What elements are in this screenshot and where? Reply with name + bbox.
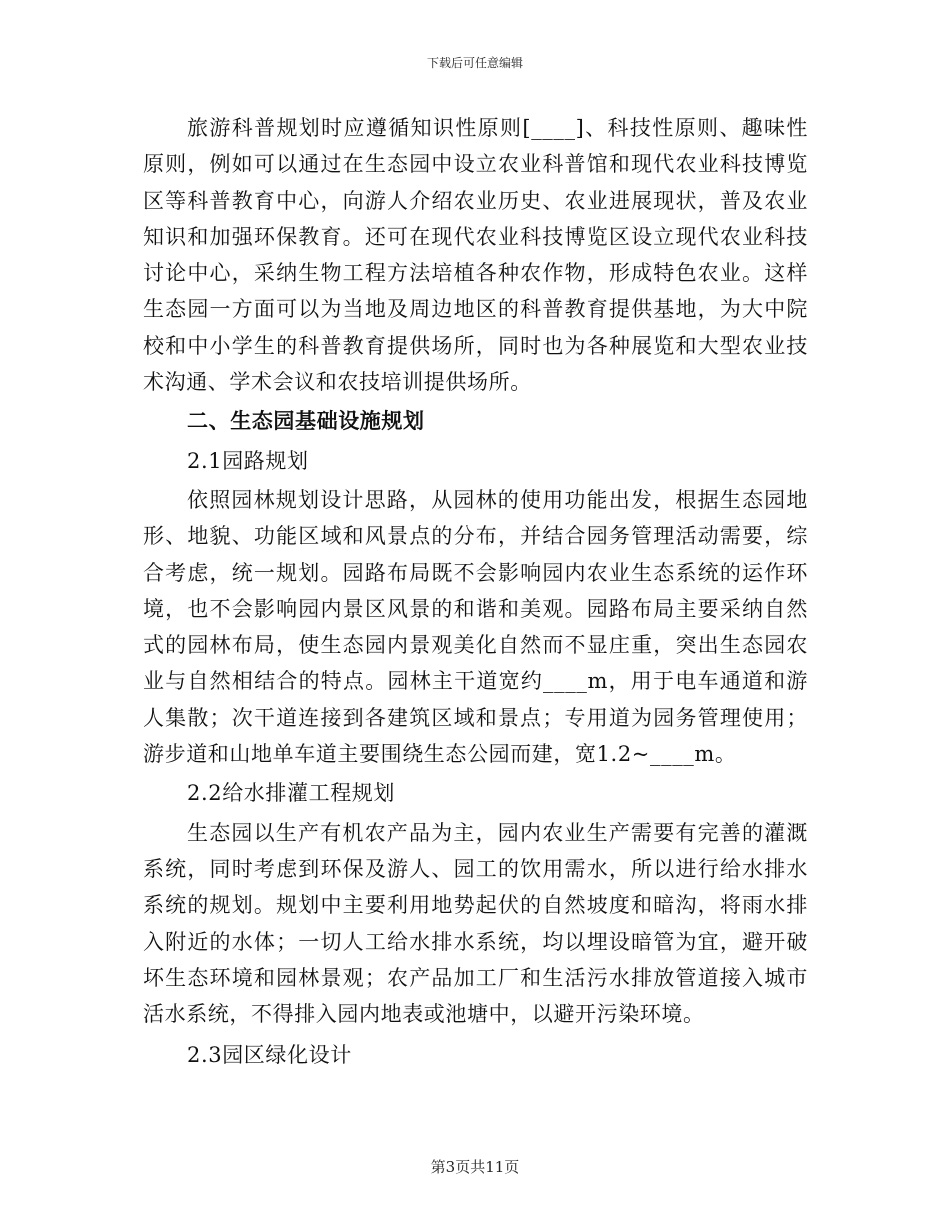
- subheading-road-planning: 2.1园路规划: [187, 448, 309, 473]
- paragraph-water-planning: 生态园以生产有机农产品为主，园内农业生产需要有完善的灌溉系统，同时考虑到环保及游人、园工的饮用需水，所以进行给水排水系统的规划。规划中主要利用地势起伏的自然坡度和暗沟，将雨水排入附近的水体；一切人工给水排水系统，均以埋设暗管为宜，避开破坏生态环境和园林景观；农产品加工厂和生活污水排放管道接入城市活水系统，不得排入园内地表或池塘中，以避开污染环境。: [143, 820, 808, 1027]
- section-heading-infrastructure: 二、生态园基础设施规划: [187, 408, 425, 434]
- document-body: [143, 110, 808, 1074]
- page-header: 下载后可任意编辑: [426, 56, 523, 70]
- paragraph-science-planning: 旅游科普规划时应遵循知识性原则[____]、科技性原则、趣味性原则，例如可以通过在生态园中设立农业科普馆和现代农业科技博览区等科普教育中心，向游人介绍农业历史、农业进展现状，普及农业知识和加强环保教育。还可在现代农业科技博览区设立现代农业科技讨论中心，采纳生物工程方法培植各种农作物，形成特色农业。这样生态园一方面可以为当地及周边地区的科普教育提供基地，为大中院校和中小学生的科普教育提供场所，同时也为各种展览和大型农业技术沟通、学术会议和农技培训提供场所。: [143, 116, 808, 395]
- subheading-greening-design: 2.3园区绿化设计: [187, 1043, 352, 1068]
- subheading-water-planning: 2.2给水排灌工程规划: [187, 781, 395, 806]
- paragraph-road-planning: 依照园林规划设计思路，从园林的使用功能出发，根据生态园地形、地貌、功能区域和风景点的分布，并结合园务管理活动需要，综合考虑，统一规划。园路布局既不会影响园内农业生态系统的运作环境，也不会影响园内景区风景的和谐和美观。园路布局主要采纳自然式的园林布局，使生态园内景观美化自然而不显庄重，突出生态园农业与自然相结合的特点。园林主干道宽约____m，用于电车通道和游人集散；次干道连接到各建筑区域和景点；专用道为园务管理使用；游步道和山地单车道主要围绕生态公园而建，宽1.2~____m。: [143, 487, 808, 767]
- page-footer: 第3页共11页: [430, 1158, 520, 1176]
